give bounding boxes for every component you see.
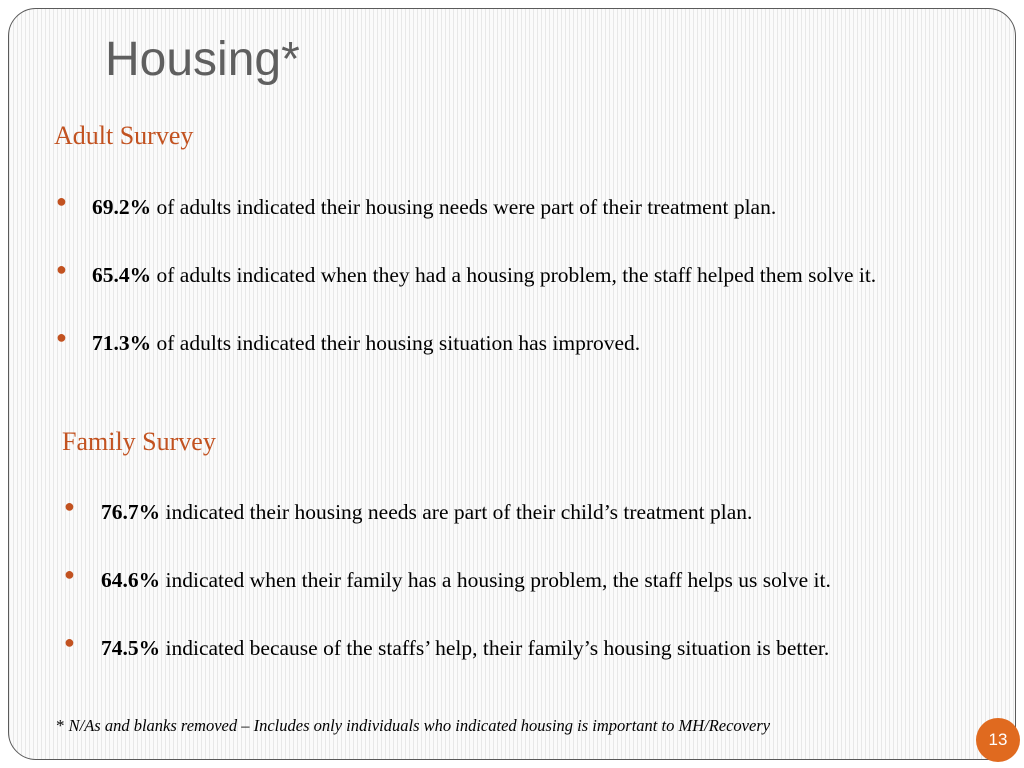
family-survey-list	[64, 495, 981, 665]
list-item	[56, 190, 952, 224]
percent-value: 69.2%	[92, 195, 152, 219]
list-item	[56, 258, 952, 292]
percent-value: 74.5%	[101, 636, 161, 660]
item-text: indicated their housing needs are part of their child’s treatment plan.	[160, 500, 753, 524]
bullet-dot-icon: ●	[56, 259, 67, 279]
footnote-text: N/As and blanks removed – Includes only individuals who indicated housing is important to MH/Recovery	[64, 716, 771, 735]
page-number: 13	[988, 730, 1008, 749]
list-item	[64, 631, 981, 665]
adult-survey-heading: Adult Survey	[54, 121, 194, 150]
bullet-dot-icon: ●	[56, 327, 67, 347]
bullet-dot-icon: ●	[64, 564, 75, 584]
item-text: indicated because of the staffs’ help, their family’s housing situation is better.	[160, 636, 830, 660]
adult-survey-list	[56, 190, 952, 360]
list-item	[64, 495, 981, 529]
bullet-dot-icon: ●	[56, 191, 67, 211]
item-text: of adults indicated when they had a housing problem, the staff helped them solve it.	[151, 263, 877, 287]
footnote-marker: *	[56, 716, 65, 735]
percent-value: 65.4%	[92, 263, 152, 287]
list-item	[64, 563, 981, 597]
bullet-dot-icon: ●	[64, 632, 75, 652]
family-survey-heading: Family Survey	[62, 427, 216, 456]
footnote	[56, 716, 770, 736]
slide-title: Housing*	[105, 33, 300, 86]
item-text: of adults indicated their housing needs were part of their treatment plan.	[151, 195, 777, 219]
percent-value: 71.3%	[92, 331, 152, 355]
bullet-dot-icon: ●	[64, 496, 75, 516]
percent-value: 76.7%	[101, 500, 161, 524]
percent-value: 64.6%	[101, 568, 161, 592]
list-item	[56, 326, 952, 360]
item-text: of adults indicated their housing situation has improved.	[151, 331, 641, 355]
item-text: indicated when their family has a housing problem, the staff helps us solve it.	[160, 568, 831, 592]
page-number-badge	[976, 718, 1020, 762]
